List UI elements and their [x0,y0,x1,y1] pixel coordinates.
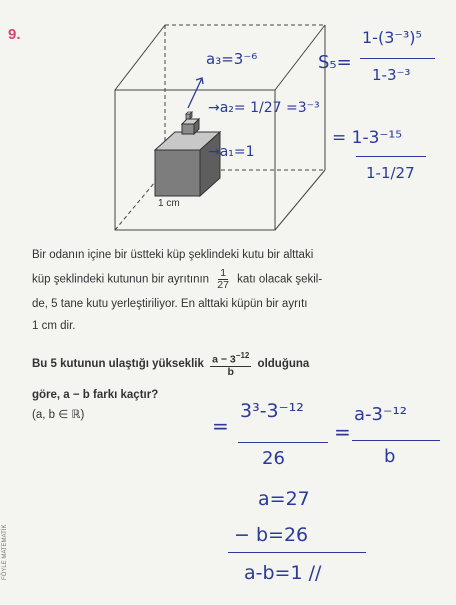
question-line-3: de, 5 tane kutu yerleştiriliyor. En alttaki küpün bir ayrıtı [32,298,308,310]
hw-s5-fraction-bar [360,58,435,59]
question-line-2: küp şeklindeki kutunun bir ayrıtının $\frac{1}{27}$ katı olacak şekil- [32,267,323,291]
question-domain: (a, b ∈ ℝ) [32,409,85,421]
sidebar-vertical-text: FÖYLE MATEMATİK [2,524,8,580]
question-line-1: Bir odanın içine bir üstteki küp şeklindeki kutu bir alttaki [32,249,314,261]
hw-subtraction-bar [228,552,366,553]
ratio-fraction: $\frac{1}{27}$ [217,267,229,291]
question-line-4: 1 cm dir. [32,320,76,332]
question-bold-line-2: göre, a − b farkı kaçtır? [32,389,159,401]
cube-size-label: 1 cm [158,198,180,209]
hw-line-b: − b=26 [234,524,309,546]
question-number: 9. [8,26,21,43]
middle-cube [182,119,199,134]
hw-a2-label: →a₂= 1/27 =3⁻³ [208,100,320,116]
hw-main-eq: = [334,420,351,444]
hw-s5-num: 1-(3⁻³)⁵ [362,28,422,47]
hw-main-den: 26 [262,448,285,469]
hw-s5-den: 1-3⁻³ [372,66,411,84]
hw-s5-lhs: S₅= [318,52,352,73]
hw-main-rhs-num: a-3⁻¹² [354,404,407,425]
height-fraction: $\frac{a - 3^{-12}}{b}$ [212,351,250,378]
hw-main-num: 3³-3⁻¹² [240,400,304,422]
top-cube [186,112,192,119]
hw-a3-label: a₃=3⁻⁶ [206,50,258,68]
hw-main-rhs-fraction-bar [352,440,440,441]
hw-main-lead: = [212,414,229,438]
hw-eq2-den: 1-1/27 [366,164,415,182]
hw-line-result: a-b=1 // [244,562,322,584]
hw-eq2-fraction-bar [356,156,426,157]
question-bold-line-1: Bu 5 kutunun ulaştığı yükseklik $\frac{a - 3^{-12}}{b}$ olduğuna [32,351,310,378]
bottom-cube [155,132,220,196]
hw-line-a: a=27 [258,488,310,510]
hw-eq2-num: = 1-3⁻¹⁵ [332,128,403,148]
hw-main-rhs-den: b [384,446,396,467]
hw-main-fraction-bar [238,442,328,443]
hw-a1-label: →a₁=1 [208,144,255,160]
